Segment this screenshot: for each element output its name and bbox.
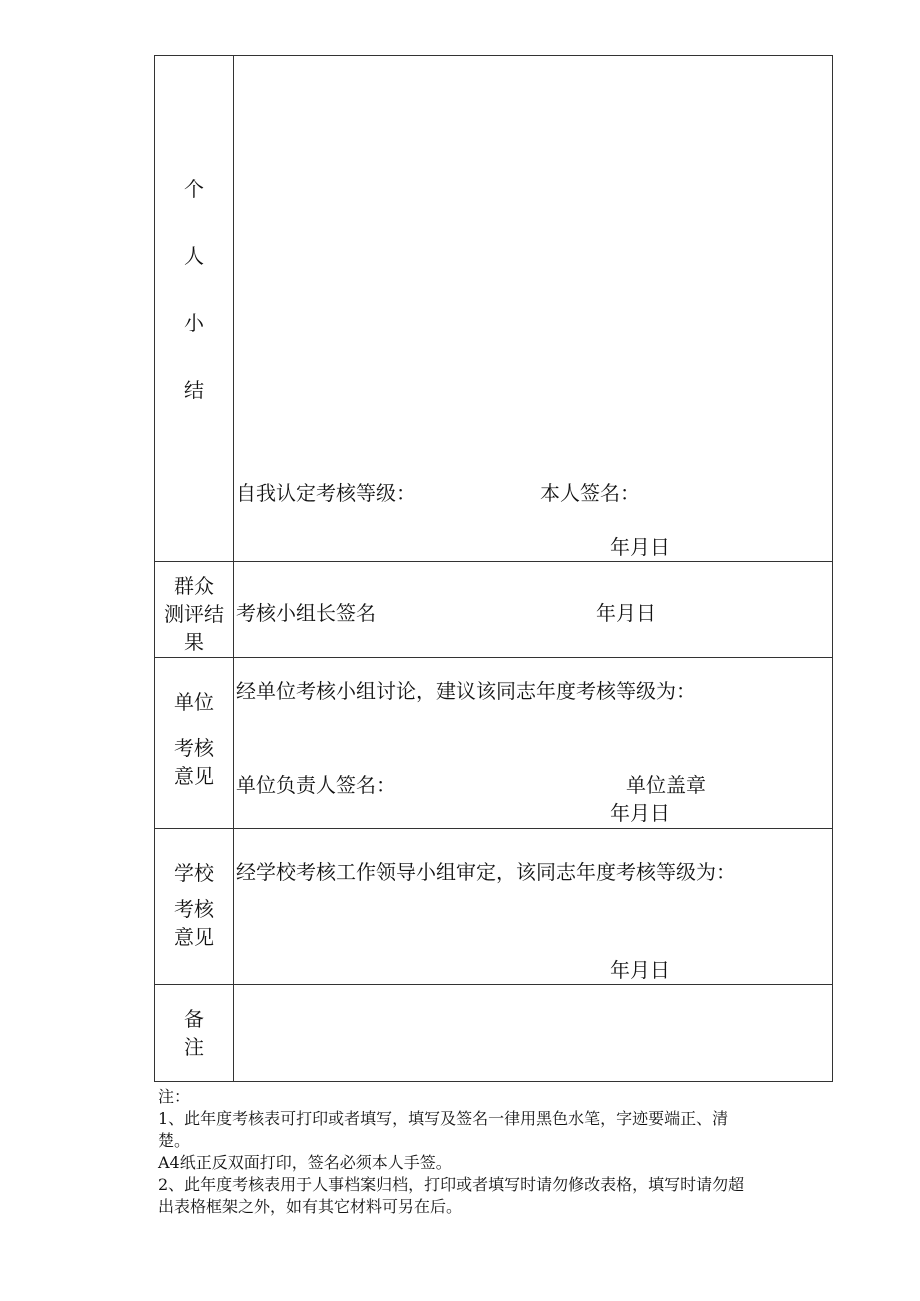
school-opinion-statement: 经学校考核工作领导小组审定，该同志年度考核等级为： (236, 860, 736, 884)
public-eval-label-line: 群众 (174, 574, 214, 598)
school-opinion-content[interactable] (234, 829, 833, 985)
remarks-content[interactable] (234, 985, 833, 1082)
unit-opinion-label (155, 658, 234, 829)
school-opinion-label-line: 考核 (174, 897, 214, 921)
summary-label-char: 小 (184, 311, 204, 335)
unit-opinion-row (155, 658, 833, 829)
summary-label-char: 人 (184, 244, 204, 268)
group-leader-signature-label: 考核小组长签名 (236, 601, 376, 625)
summary-date-label: 年月日 (610, 535, 670, 559)
public-evaluation-label (155, 562, 234, 658)
public-eval-label-line: 果 (184, 630, 204, 654)
remarks-label-line: 备 (184, 1007, 204, 1031)
public-eval-label-line: 测评结 (164, 602, 224, 626)
public-evaluation-content[interactable] (234, 562, 833, 658)
unit-seal-label: 单位盖章 (626, 773, 706, 797)
note-line-1: 1、此年度考核表可打印或者填写，填写及签名一律用黑色水笔，字迹要端正、清 (158, 1109, 729, 1128)
note-line-3-continued: 出表格框架之外，如有其它材料可另在后。 (158, 1197, 463, 1216)
remarks-row (155, 985, 833, 1082)
note-line-2: A4纸正反双面打印，签名必须本人手签。 (158, 1153, 452, 1172)
self-grade-label: 自我认定考核等级： (236, 481, 416, 505)
unit-opinion-content[interactable] (234, 658, 833, 829)
personal-summary-label (155, 56, 234, 562)
unit-opinion-label-line: 单位 (174, 690, 214, 714)
annual-assessment-table (154, 55, 833, 1082)
personal-summary-content[interactable] (234, 56, 833, 562)
note-line-1-continued: 楚。 (158, 1131, 191, 1150)
public-eval-date-label: 年月日 (596, 601, 656, 625)
form-notes (158, 1086, 838, 1218)
school-opinion-label-line: 意见 (174, 925, 214, 949)
unit-opinion-label-line: 考核 (174, 736, 214, 760)
unit-opinion-statement: 经单位考核小组讨论，建议该同志年度考核等级为： (236, 679, 696, 703)
note-line-3: 2、此年度考核表用于人事档案归档，打印或者填写时请勿修改表格，填写时请勿超 (158, 1175, 745, 1194)
remarks-label-line: 注 (184, 1035, 204, 1059)
summary-label-char: 个 (184, 177, 204, 201)
remarks-label (155, 985, 234, 1082)
self-signature-label: 本人签名： (540, 481, 640, 505)
unit-opinion-date-label: 年月日 (610, 801, 670, 825)
notes-title: 注： (158, 1087, 191, 1106)
unit-opinion-label-line: 意见 (174, 764, 214, 788)
school-opinion-row (155, 829, 833, 985)
school-opinion-label-line: 学校 (174, 861, 214, 885)
school-opinion-date-label: 年月日 (610, 958, 670, 982)
summary-label-char: 结 (184, 378, 204, 402)
personal-summary-row (155, 56, 833, 562)
public-evaluation-row (155, 562, 833, 658)
school-opinion-label (155, 829, 234, 985)
unit-head-signature-label: 单位负责人签名： (236, 773, 396, 797)
